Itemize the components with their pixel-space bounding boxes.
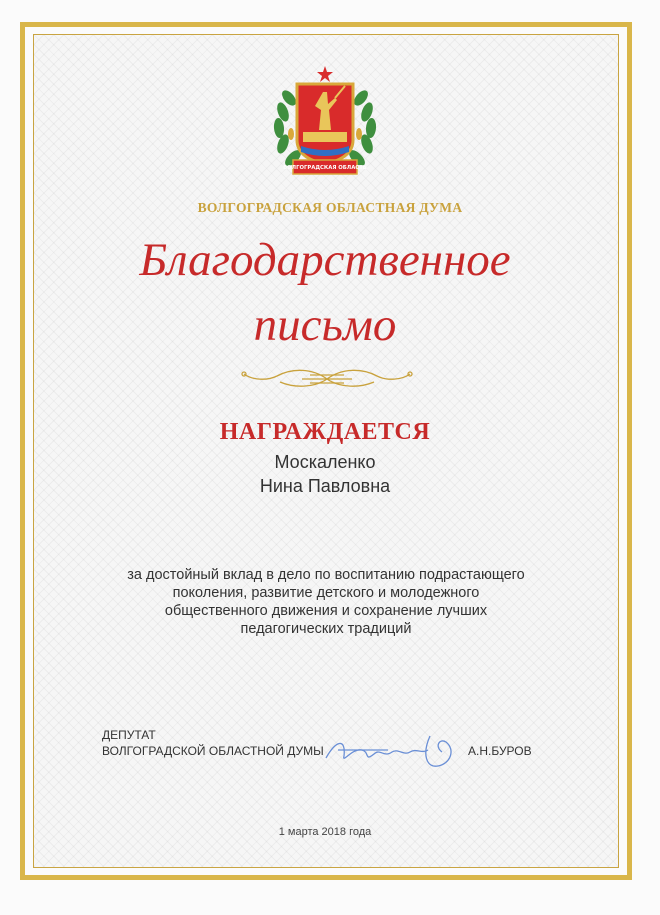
signatory-title-line-2: ВОЛГОГРАДСКОЙ ОБЛАСТНОЙ ДУМЫ [102,744,324,758]
reason-line: общественного движения и сохранение лучших [164,603,488,619]
emblem-ribbon-text: ВОЛГОГРАДСКАЯ ОБЛАСТЬ [283,165,367,171]
award-reason [96,566,556,638]
title-line-2: письмо [253,299,397,351]
gold-flourish-ornament-icon [232,364,422,394]
signatory-name: А.Н.БУРОВ [468,744,532,758]
awarded-label: НАГРАЖДАЕТСЯ [219,419,431,445]
handwritten-signature-icon [318,728,468,778]
signatory-title-line-1: ДЕПУТАТ [102,728,156,742]
document-date: 1 марта 2018 года [278,826,372,838]
reason-line: за достойный вклад в дело по воспитанию подрастающего [127,567,525,583]
title-line-1: Благодарственное [139,234,511,286]
recipient-given-names: Нина Павловна [259,476,391,496]
organization-name: ВОЛГОГРАДСКАЯ ОБЛАСТНАЯ ДУМА [197,200,463,215]
reason-line: поколения, развитие детского и молодежного [172,585,480,601]
coat-of-arms-icon [265,62,385,182]
recipient-surname: Москаленко [274,452,376,472]
reason-line: педагогических традиций [240,621,412,637]
